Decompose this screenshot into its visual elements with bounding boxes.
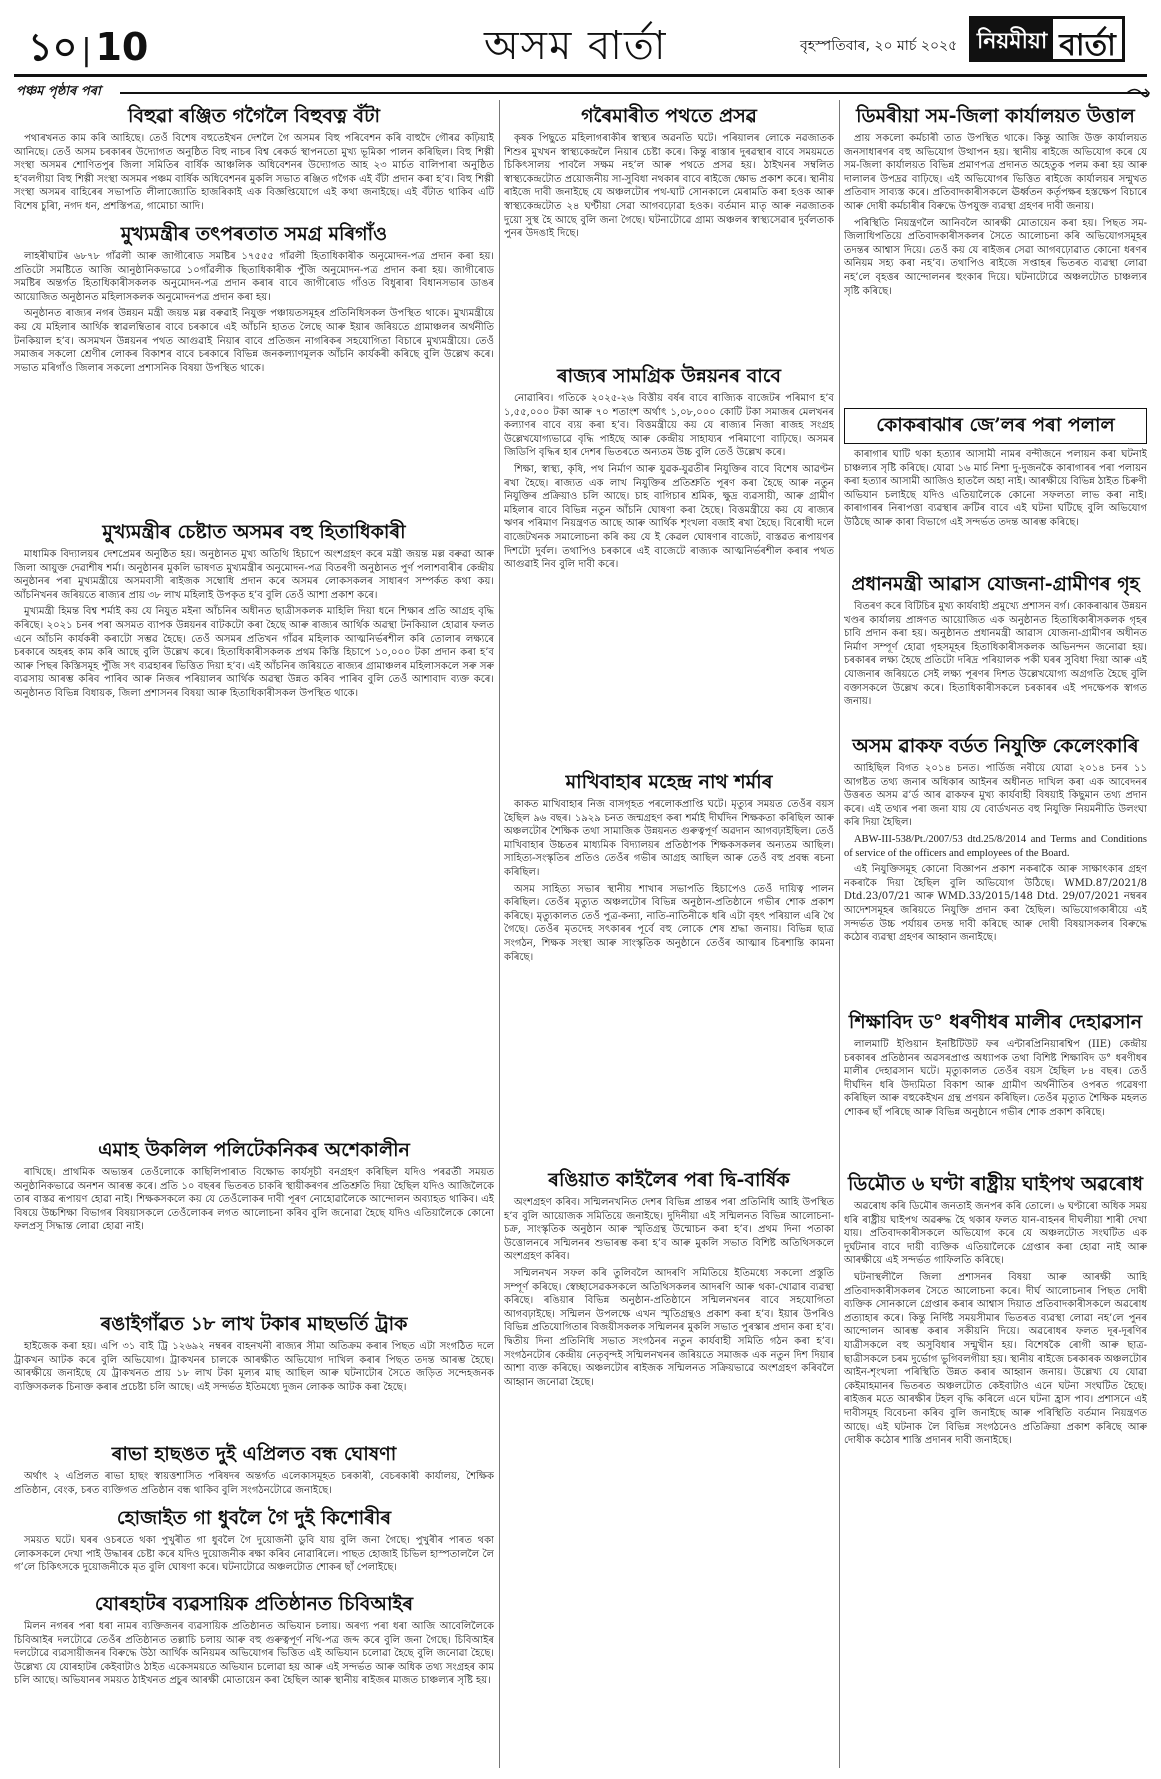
article-morigaon (14, 222, 494, 518)
article-body: অংশগ্ৰহণ কৰিব। সন্মিলনখনিত দেশৰ বিভিন্ন প্ৰান্তৰ পৰা প্ৰতিনিধি আহি উপস্থিত হ’ব বুলি আয়োজক সমিতিয়ে জনাইছে। দুদিনীয়া এই সন্মিলনত বিভিন্ন আলোচনা-চক্ৰ, সাংস্কৃতিক অনুষ্ঠান আৰু স্মৃতিগ্ৰন্থ উন্মোচন কৰা হ’ব। প্ৰথম দিনা পতাকা উত্তোলনৰে সন্মিলনৰ শুভাৰম্ভ কৰা হ’ব আৰু মুকলি সভাত বিশিষ্ট অতিথিসকলে অংশগ্ৰহণ কৰিব। সন্মিলনখন সফল কৰি তুলিবলৈ আদৰণি সমিতিয়ে ইতিমধ্যে সকলো প্ৰস্তুতি সম্পূৰ্ণ কৰিছে। স্বেচ্ছাসেৱকসকলে অতিথিসকলৰ আদৰণি আৰু থকা-খোৱাৰ ব্যৱস্থা কৰিছে। ৰঙিয়াৰ বিভিন্ন অনুষ্ঠান-প্ৰতিষ্ঠানে সন্মিলনখনৰ বাবে সহযোগিতা আগবঢ়াইছে। সন্মিলন উপলক্ষে এখন স্মৃতিগ্ৰন্থও প্ৰকাশ কৰা হ’ব। ইয়াৰ উপৰিও বিভিন্ন প্ৰতিযোগিতাৰ বিজয়ীসকলক সন্মিলনৰ মুকলি সভাত পুৰস্কাৰ প্ৰদান কৰা হ’ব। দ্বিতীয় দিনা প্ৰতিনিধি সভাত সংগঠনৰ নতুন কাৰ্যবাহী সমিতি গঠন কৰা হ’ব। সংগঠনটোৰ কেন্দ্ৰীয় নেতৃবৃন্দই সন্মিলনখনৰ জৰিয়তে সমাজক এক নতুন দিশ দিয়াৰ আশা ব্যক্ত কৰিছে। অঞ্চলটোৰ ৰাইজক সন্মিলনত সক্ৰিয়ভাৱে অংশগ্ৰহণ কৰিবলৈ আহ্বান জনোৱা হৈছে। (504, 1197, 834, 1388)
headline: এমাহ উকলিল পলিটেকনিকৰ অশেকালীন (98, 1139, 410, 1161)
article-cm-beneficiaries (14, 520, 494, 1136)
article-body: অৱৰোধ কৰি ডিমৌৰ জনতাই জনপৰ কৰি তোলে। ৬ ঘণ্টাৰো অধিক সময় ধৰি ৰাষ্ট্ৰীয় ঘাইপথ অৱৰুদ্ধ হৈ থকাৰ ফলত যান-বাহনৰ দীঘলীয়া শাৰী দেখা যায়। প্ৰতিবাদকাৰীসকলে অভিযোগ কৰে যে অঞ্চলটোত সংঘটিত এক দুৰ্ঘটনাৰ বাবে দায়ী ব্যক্তিক এতিয়ালৈকে গ্ৰেপ্তাৰ কৰা হোৱা নাই আৰু আৰক্ষীয়ে এই সন্দৰ্ভত গাফিলতি কৰিছে। ঘটনাস্থলীলৈ জিলা প্ৰশাসনৰ বিষয়া আৰু আৰক্ষী আহি প্ৰতিবাদকাৰীসকলৰ সৈতে আলোচনা কৰে। দীৰ্ঘ আলোচনাৰ পিছত দোষী ব্যক্তিক সোনকালে গ্ৰেপ্তাৰ কৰাৰ আশ্বাস দিয়াত প্ৰতিবাদকাৰীসকলে অৱৰোধ প্ৰত্যাহাৰ কৰে। কিন্তু নিৰ্দিষ্ট সময়সীমাৰ ভিতৰত ব্যৱস্থা লোৱা নহ’লে পুনৰ আন্দোলন আৰম্ভ কৰাৰ সকীয়নি দিয়ে। অৱৰোধৰ ফলত দূৰ-দূৰণিৰ যাত্ৰীসকলে বহু অসুবিধাৰ সন্মুখীন হয়। বিশেষকৈ ৰোগী আৰু ছাত্ৰ-ছাত্ৰীসকলে চৰম দুৰ্ভোগ ভুগিবলগীয়া হয়। স্থানীয় ৰাইজে চৰকাৰক অঞ্চলটোৰ আইন-শৃংখলা পৰিস্থিতি উন্নত কৰাৰ আহ্বান জনায়। উল্লেখ্য যে যোৱা কেইমাহমানৰ ভিতৰত অঞ্চলটোত কেইবাটাও এনে ঘটনা সংঘটিত হৈছে। ৰাইজৰ মতে আৰক্ষীৰ টহল বৃদ্ধি কৰিলে এনে ঘটনা হ্ৰাস পাব। প্ৰশাসনে এই দাবীসমূহ বিবেচনা কৰিব বুলি জনাইছে আৰু পৰিস্থিতি বৰ্তমান নিয়ন্ত্ৰণত আছে। এই ঘটনাক লৈ বিভিন্ন সংগঠনেও প্ৰতিক্ৰিয়া প্ৰকাশ কৰিছে আৰু দোষীক কঠোৰ শাস্তি প্ৰদানৰ দাবী জনাইছে। (844, 1201, 1147, 1447)
headline: মুখ্যমন্ত্ৰীৰ তৎপৰতাত সমগ্ৰ মৰিগাঁও (120, 223, 388, 245)
page-number: ১০ | 10 (28, 25, 149, 69)
article-body: আহিছিল বিগত ২০১৪ চনত। পাৰ্ডিজ নবীয়ে যোৱা ২০১৪ চনৰ ১১ আগষ্টত তথ্য জনাৰ অধিকাৰ আইনৰ অধীনত দাখিল কৰা এক আবেদনৰ উত্তৰত অসম ৱ’ৰ্ড আৰ ৱাকফৰ মুখ্য কাৰ্যবাহী বিষয়াই কিছুমান তথ্য প্ৰদান কৰে। এই তথ্যৰ পৰা জনা যায় যে বোৰ্ডখনত বহু নিযুক্তি নিয়মনীতি উলংঘা কৰি দিয়া হৈছিল। ABW-III-538/Pt./2007/53 dtd.25/8/2014 and Terms and Conditions of service of the officers and employees of the Board. এই নিযুক্তিসমূহ কোনো বিজ্ঞাপন প্ৰকাশ নকৰাকৈ আৰু সাক্ষাৎকাৰ গ্ৰহণ নকৰাকৈ দিয়া হৈছিল বুলি অভিযোগ উঠিছে। WMD.87/2021/8 Dtd.23/07/21 আৰু WMD.33/2015/148 Dtd. 29/07/2021 নম্বৰৰ আদেশসমূহৰ জৰিয়তে নিযুক্তি প্ৰদান কৰা হৈছিল। অভিযোগকাৰীয়ে এই সন্দৰ্ভত উচ্চ পৰ্যায়ৰ তদন্ত দাবী কৰিছে আৰু দোষী বিষয়াসকলৰ বিৰুদ্ধে কঠোৰ ব্যৱস্থা গ্ৰহণৰ আহ্বান জনাইছে। (844, 763, 1147, 944)
article-body: কৃষক পিছুতে মহিলাগৰাকীৰ স্বাস্থ্যৰ অৱনতি ঘটে। পৰিয়ালৰ লোকে নৱজাতক শিশুৰ মুখখন স্বাস্থ্যকেন্দ্ৰলৈ নিয়াৰ চেষ্টা কৰে। কিন্তু ৰাস্তাৰ দুৰৱস্থাৰ বাবে সময়মতে চিকিৎসালয় পাবলৈ সক্ষম নহ’ল আৰু পথতে প্ৰসৱ হয়। ঠাইখনৰ সম্বলিত স্বাস্থ্যকেন্দ্ৰটোত প্ৰয়োজনীয় সা-সুবিধা নথকাৰ বাবে ৰাইজে ক্ষোভ প্ৰকাশ কৰে। স্থানীয় ৰাইজে দাবী জনাইছে যে অঞ্চলটোৰ পথ-ঘাট সোনকালে মেৰামতি কৰা হওক আৰু স্বাস্থ্যকেন্দ্ৰটোত ২৪ ঘণ্টীয়া সেৱা আগবঢ়োৱা হওক। বৰ্তমান মাতৃ আৰু নৱজাতক দুয়ো সুস্থ হৈ আছে বুলি জনা গৈছে। ঘটনাটোৱে গ্ৰাম্য অঞ্চলৰ স্বাস্থ্যসেৱাৰ দুৰ্বলতাক পুনৰ উদঙাই দিছে। (504, 133, 834, 240)
issue-date: বৃহস্পতিবাৰ, ২০ মাৰ্চ ২০২৫ (800, 38, 958, 54)
article-dimow-highway-blockade (844, 1172, 1147, 1770)
article-body: নোৱাৰিব। গতিকে ২০২৫-২৬ বিত্তীয় বৰ্ষৰ বাবে ৰাজ্যিক বাজেটৰ পৰিমাণ হ’ব ১,৫৫,০০০ টকা আৰু ৭০ শতাংশ অৰ্থাৎ ১,০৮,০০০ কোটি টকা সমাজৰ মেলখনৰ কল্যাণৰ বাবে ব্যয় কৰা হ’ব। বিত্তমন্ত্ৰীয়ে কয় যে ৰাজ্যৰ নিজা ৰাজহ সংগ্ৰহ উল্লেখযোগ্যভাৱে বৃদ্ধি পাইছে আৰু কেন্দ্ৰীয় সাহায্যৰ পৰিমাণো বাঢ়িছে। অসমৰ জিডিপি বৃদ্ধিৰ হাৰ দেশৰ ভিতৰতে অন্যতম উচ্চ বুলি তেওঁ উল্লেখ কৰে। শিক্ষা, স্বাস্থ্য, কৃষি, পথ নিৰ্মাণ আৰু যুৱক-যুৱতীৰ নিযুক্তিৰ বাবে বিশেষ আৱণ্টন ৰখা হৈছে। ৰাজ্যত এক লাখ নিযুক্তিৰ প্ৰতিশ্ৰুতি পূৰণ কৰা হৈছে আৰু নতুন নিযুক্তিৰ প্ৰক্ৰিয়াও চলি আছে। চাহ বাগিচাৰ শ্ৰমিক, ক্ষুদ্ৰ ব্যৱসায়ী, আৰু গ্ৰামীণ মহিলাৰ বাবে বিভিন্ন নতুন আঁচনি ঘোষণা কৰা হৈছে। বিত্তমন্ত্ৰীয়ে কয় যে ৰাজ্যৰ ঋণৰ পৰিমাণ নিয়ন্ত্ৰণত আছে আৰু আৰ্থিক শৃংখলা বজাই ৰখা হৈছে। বিৰোধী দলে বাজেটখনক সমালোচনা কৰি কয় যে ই কেৱল ঘোষণাৰ বাজেট, বাস্তৱত ৰূপায়ণৰ দিশটো দুৰ্বল। তথাপিও চৰকাৰে এই বাজেটে ৰাজ্যক আত্মনিৰ্ভৰশীল কৰাৰ পথত আগুৱাই নিব বুলি দাবী কৰে। (504, 393, 834, 571)
page-number-latin: 10 (95, 25, 149, 69)
article-rabha-hasong-bandh (14, 1442, 494, 1500)
article-kokrajhar-jailbreak (844, 408, 1147, 570)
headline: প্ৰধানমন্ত্ৰী আৱাস যোজনা-গ্ৰামীণৰ গৃহ (851, 573, 1140, 595)
article-body: লালমাটি ইণ্ডিয়ান ইনষ্টিটিউট ফৰ এন্টাৰপ্ৰিনিয়াৰশ্বিপ (IIE) কেন্দ্ৰীয় চৰকাৰৰ প্ৰতিষ্ঠানৰ অৱসৰপ্ৰাপ্ত অধ্যাপক তথা বিশিষ্ট শিক্ষাবিদ ড° ধৰণীধৰ মালীৰ দেহাৱসান ঘটে। মৃত্যুকালত তেওঁৰ বয়স হৈছিল ৮৪ বছৰ। তেওঁ দীৰ্ঘদিন ধৰি উদ্যমিতা বিকাশ আৰু গ্ৰামীণ অৰ্থনীতিৰ ওপৰত গৱেষণা কৰিছিল আৰু বহুকেইখন গ্ৰন্থ প্ৰণয়ন কৰিছিল। তেওঁৰ মৃত্যুত শৈক্ষিক মহলত শোকৰ ছাঁ পৰিছে আৰু বিভিন্ন অনুষ্ঠানে গভীৰ শোক প্ৰকাশ কৰিছে। (844, 1039, 1147, 1118)
order-reference: ABW-III-538/Pt./2007/53 dtd.25/8/2014 and Terms and Conditions of service of the officers and employees of the Board. (844, 833, 1147, 859)
article-jorhat-cbi (14, 1592, 494, 1770)
article-rangia-conference (504, 1168, 834, 1770)
headline: কোকৰাঝাৰ জে’লৰ পৰা পলাল (876, 414, 1115, 436)
headline: শিক্ষাবিদ ড° ধৰণীধৰ মালীৰ দেহাৱসান (848, 1011, 1143, 1033)
article-body: বিতৰণ কৰে বিটিচিৰ মুখ্য কাৰ্যবাহী প্ৰমুখ্যে প্ৰশাসন বৰ্গ। কোকৰাঝাৰ উন্নয়ন খণ্ডৰ কাৰ্যালয় প্ৰাঙ্গণত আয়োজিত এক অনুষ্ঠানত হিতাধিকাৰীসকলক গৃহৰ চাবি প্ৰদান কৰা হয়। অনুষ্ঠানত প্ৰধানমন্ত্ৰী আৱাস যোজনা-গ্ৰামীণৰ অধীনত নিৰ্মাণ সম্পূৰ্ণ হোৱা গৃহসমূহৰ হিতাধিকাৰীসকলক অভিনন্দন জনোৱা হয়। চৰকাৰৰ লক্ষ্য হৈছে প্ৰতিটো দৰিদ্ৰ পৰিয়ালক পকী ঘৰৰ সুবিধা দিয়া আৰু এই যোজনাৰ জৰিয়তে সেই লক্ষ্য পূৰণৰ দিশত উল্লেখযোগ্য অগ্ৰগতি হৈছে বুলি বক্তাসকলে উল্লেখ কৰে। হিতাধিকাৰীসকলে চৰকাৰৰ এই পদক্ষেপক স্বাগত জনায়। (844, 601, 1147, 708)
article-body: সময়ত ঘটে। ঘৰৰ ওচৰতে থকা পুখুৰীত গা ধুবলৈ গৈ দুয়োজনী ডুবি যায় বুলি জনা গৈছে। পুখুৰীৰ পাৰত থকা লোকসকলে দেখা পাই উদ্ধাৰৰ চেষ্টা কৰে যদিও দুয়োজনীক ৰক্ষা কৰিব নোৱাৰিলে। পাছত হোজাই চিভিল হাস্পতাললৈ লৈ গ’লে চিকিৎসকে দুয়োজনীকে মৃত বুলি ঘোষণা কৰে। ঘটনাটোৱে অঞ্চলটোত শোকৰ ছাঁ পেলাইছে। (14, 1535, 494, 1574)
column-divider (839, 100, 840, 1768)
article-body: কাকত মাখিবাহাৰ নিজ বাসগৃহত পৰলোকপ্ৰাপ্তি ঘটে। মৃত্যুৰ সময়ত তেওঁৰ বয়স হৈছিল ৯৬ বছৰ। ১৯২৯ চনত জন্মগ্ৰহণ কৰা শৰ্মাই দীৰ্ঘদিন শিক্ষকতা কৰিছিল আৰু অঞ্চলটোৰ শৈক্ষিক তথা সামাজিক উন্নয়নত গুৰুত্বপূৰ্ণ অৱদান আগবঢ়াইছিল। তেওঁ মাখিবাহাৰ উচ্চতৰ মাধ্যমিক বিদ্যালয়ৰ প্ৰতিষ্ঠাপক শিক্ষকসকলৰ অন্যতম আছিল। সাহিত্য-সংস্কৃতিৰ প্ৰতিও তেওঁৰ গভীৰ আগ্ৰহ আছিল আৰু তেওঁ বহু প্ৰবন্ধ ৰচনা কৰিছিল। অসম সাহিত্য সভাৰ স্থানীয় শাখাৰ সভাপতি হিচাপেও তেওঁ দায়িত্ব পালন কৰিছিল। তেওঁৰ মৃত্যুত অঞ্চলটোৰ বিভিন্ন অনুষ্ঠান-প্ৰতিষ্ঠানে গভীৰ শোক প্ৰকাশ কৰিছে। মৃত্যুকালত তেওঁ পুত্ৰ-কন্যা, নাতি-নাতিনীকে ধৰি এটা বৃহৎ পৰিয়াল এৰি থৈ গৈছে। তেওঁৰ মৃতদেহ সৎকাৰৰ পূৰ্বে বহু লোকে শেষ শ্ৰদ্ধা জনায়। বিভিন্ন ছাত্ৰ সংগঠন, শিক্ষক সংস্থা আৰু সাংস্কৃতিক অনুষ্ঠানে তেওঁৰ আত্মাৰ চিৰশান্তি কামনা কৰিছে। (504, 799, 834, 963)
headline: ৰাজ্যৰ সামগ্ৰিক উন্নয়নৰ বাবে (556, 365, 781, 387)
headline: ডিমৰীয়া সম-জিলা কাৰ্যালয়ত উত্তাল (856, 105, 1135, 127)
headline: যোৰহাটৰ ব্যৱসায়িক প্ৰতিষ্ঠানত চিবিআইৰ (94, 1593, 414, 1615)
article-pmay-houses (844, 572, 1147, 732)
article-waqf-board-scam (844, 734, 1147, 1012)
article-body: হাইজেক কৰা হয়। এপি ৩১ বাই ট্ৰি ১২৬৯২ নম্বৰৰ বাহনখনী ৰাজ্যৰ সীমা অতিক্ৰম কৰাৰ পিছত এটা সংগঠিত দলে ট্ৰাকখন আটক কৰে বুলি অভিযোগ। ট্ৰাকখনৰ চালকে আৰক্ষীত অভিযোগ দাখিল কৰাৰ পিছত তদন্ত আৰম্ভ হৈছে। আৰক্ষীয়ে জনাইছে যে ট্ৰাকখনত প্ৰায় ১৮ লাখ টকা মূল্যৰ মাছ আছিল আৰু ঘটনাটোৰ সৈতে জড়িত সন্দেহজনক ব্যক্তিসকলক চিনাক্ত কৰাৰ প্ৰচেষ্টা চলি আছে। এই সন্দৰ্ভত ইতিমধ্যে দুজন লোকক আটক কৰা হৈছে। (14, 1341, 494, 1393)
headline: গৰৈমাৰীত পথতে প্ৰসৱ (581, 105, 757, 127)
headline: ডিমৌত ৬ ঘণ্টা ৰাষ্ট্ৰীয় ঘাইপথ অৱৰোধ (847, 1173, 1144, 1195)
article-dharanidhar-mali-obituary (844, 1010, 1147, 1170)
article-body: পথাৰখনত কাম কৰি আহিছে। তেওঁ বিশেষ বহুতেইখন দেশলৈ গৈ অসমৰ বিহু পৰিবেশন কৰি বাহুদৈ গৌৰৱ কঢ়িয়াই আনিছে। তেওঁ অসম চৰকাৰৰ উদ্যোগত অনুষ্ঠিত বিহু নাচৰ বিশ্ব ৰেকৰ্ড স্থাপনতো মুখ্য ভূমিকা পালন কৰিছিল। বিহু শিল্পী সংস্থা অসমৰ শোণিতপুৰ জিলা সমিতিৰ বাৰ্ষিক আঞ্চলিক অধিবেশনৰ উদ্যোগত আহ ২৩ মাৰ্চত বালিপাৰা অনুষ্ঠিত হ’বলগীয়া বিহু শিল্পী সংস্থা অসমৰ পঞ্চম বাৰ্ষিক অধিবেশনৰ মুকলি সভাত ৰঞ্জিত গগৈক এই বঁটা প্ৰদান কৰা হ’ব। বিহু শিল্পী সংস্থা অসমৰ বাহিৰেৰ সভাপতি লীলাজ্যোতি হাজৰিকাই এক বিজ্ঞপ্তিযোগে এই কথা জনাইছে। এই বঁটাত থাকিব এটি বিশেষ চুৰিা, নগদ ধন, প্ৰশস্তিপত্ৰ, গামোচা আদি। (14, 133, 494, 212)
newspaper-logo (969, 16, 1147, 62)
headline: ৰঙাইগাঁৱত ১৮ লাখ টকাৰ মাছভৰ্তি ট্ৰাক (100, 1313, 408, 1335)
column-divider (499, 100, 500, 1768)
article-mahendra-sharma-obituary (504, 770, 834, 1170)
headline: মাখিবাহাৰ মহেন্দ্ৰ নাথ শৰ্মাৰ (565, 771, 773, 793)
logo-part-1: নিয়মীয়া (969, 16, 1053, 62)
article-body: ৰাখিছে। প্ৰাথমিক অভ্যন্তৰ তেওঁলোকে কাছিলিপাৰাত বিক্ষোভ কাৰ্যসূচী বনগ্ৰহণ কৰিছিল যদিও পৰৱৰ্তী সময়ত অনুষ্ঠানিকভাৱে অনশন আৰম্ভ কৰে। প্ৰতি ১০ বছৰৰ ভিতৰত চাকৰি স্থায়ীকৰণৰ প্ৰতিশ্ৰুতি দিয়া হৈছিল যদিও আজিলৈকে তাৰ বাস্তৱ ৰূপায়ণ হোৱা নাই। শিক্ষকসকলে কয় যে তেওঁলোকৰ দাবী পূৰণ নোহোৱালৈকে আন্দোলন অব্যাহত থাকিব। এই বিষয়ে উচ্চশিক্ষা বিভাগৰ বিষয়াসকলে তেওঁলোকৰ লগত আলোচনা কৰিব বুলি জনোৱা হৈছে যদিও এতিয়ালৈকে কোনো ফলপ্ৰসূ সিদ্ধান্ত লোৱা হোৱা নাই। (14, 1167, 494, 1233)
continued-from-label: পঞ্চম পৃষ্ঠাৰ পৰা (16, 84, 101, 99)
article-body: মাধামিক বিদ্যালয়ৰ দেশপ্ৰেমৰ অনুষ্ঠিত হয়। অনুষ্ঠানত মুখ্য অতিথি হিচাপে অংশগ্ৰহণ কৰে মন্ত্ৰী জয়ন্ত মল্ল বৰুৱা আৰু জিলা আয়ুক্ত দেৱাশীষ শৰ্মা। অনুষ্ঠানৰ মুকলি ভাষণত মুখ্যমন্ত্ৰীৰ অনুমোদন-পত্ৰ বিতৰণী অনুষ্ঠানত পুৰ্ণ পলাশবাৰীৰ কেন্দ্ৰীয় অনুষ্ঠানৰ পৰা মুখ্যমন্ত্ৰীয়ে অসমবাসী ৰাইজক সম্বোধি প্ৰদান কৰে অসমৰ লোকসকলৰ সাধাৰণ সম্পৰ্কত কথা কয়। আঁচনিখনৰ জৰিয়তে ৰাজ্যৰ প্ৰায় ৩৮ লাখ মহিলাই উপকৃত হ’ব বুলি তেওঁ আশা প্ৰকাশ কৰে। মুখ্যমন্ত্ৰী হিমন্ত বিশ্ব শৰ্মাই কয় যে নিযুত মইনা আঁচনিৰ অধীনত ছাত্ৰীসকলক মাহিলি দিয়া ধনে শিক্ষাৰ প্ৰতি আগ্ৰহ বৃদ্ধি কৰিছে। ২০২১ চনৰ পৰা অসমত ব্যাপক উন্নয়নৰ বাটকটো কৰা হৈছে আৰু ৰাজ্যৰ আৰ্থিক অৱস্থা টনকিয়াল হোৱাৰ ফলত এনে আঁচনি কাৰ্যকৰী কৰাটো সম্ভৱ হৈছে। তেওঁ অসমৰ প্ৰতিখন গাঁৱৰ মহিলাক আত্মনিৰ্ভৰশীল কৰি তোলাৰ লক্ষ্যৰে চৰকাৰে অহৰহ কাম কৰি আছে বুলি উল্লেখ কৰে। হিতাধিকাৰীসকলক প্ৰথম কিস্তি হিচাপে ১০,০০০ টকা প্ৰদান কৰা হ’ব আৰু পিছৰ কিস্তিসমূহ পুঁজি সৎ ব্যৱহাৰৰ ভিত্তিত দিয়া হ’ব। এই আঁচনিৰ জৰিয়তে ৰাজ্যৰ গ্ৰামাঞ্চলৰ মহিলাসকলে সৰু সৰু ব্যৱসায় আৰম্ভ কৰিব পাৰিব আৰু নিজৰ পৰিয়ালৰ আৰ্থিক অৱস্থা উন্নত কৰিব পাৰিব বুলি তেওঁ আশাবাদ ব্যক্ত কৰে। অনুষ্ঠানত বিভিন্ন বিধায়ক, জিলা প্ৰশাসনৰ বিষয়া আৰু হিতাধিকাৰীসকল উপস্থিত থাকে। (14, 549, 494, 699)
decorative-arrow-icon (1125, 86, 1151, 100)
headline: অসম ৱাকফ বৰ্ডত নিযুক্তি কেলেংকাৰি (852, 735, 1139, 757)
logo-part-2: বাৰ্তা (1053, 16, 1125, 62)
article-body: প্ৰায় সকলো কৰ্মচাৰী তাত উপস্থিত থাকে। কিন্তু আজি উক্ত কাৰ্যালয়ত জনসাধাৰণৰ বহু অভিযোগ উত্থাপন হয়। স্থানীয় ৰাইজে অভিযোগ কৰে যে সম-জিলা কাৰ্যালয়ত বিভিন্ন প্ৰমাণপত্ৰ প্ৰদানত অহেতুক পলম কৰা হয় আৰু দালালৰ উপদ্ৰৱ বাঢ়িছে। এই অভিযোগৰ ভিত্তিত ৰাইজে কাৰ্যালয়ৰ সন্মুখত প্ৰতিবাদ সাব্যস্ত কৰে। প্ৰতিবাদকাৰীসকলে ঊৰ্ধ্বতন কৰ্তৃপক্ষৰ হস্তক্ষেপ বিচাৰে আৰু দোষী কৰ্মচাৰীৰ বিৰুদ্ধে উপযুক্ত ব্যৱস্থা গ্ৰহণৰ দাবী জনায়। পৰিস্থিতি নিয়ন্ত্ৰণলৈ আনিবলৈ আৰক্ষী মোতায়েন কৰা হয়। পিছত সম-জিলাধিপতিয়ে প্ৰতিবাদকাৰীসকলৰ সৈতে আলোচনা কৰি অভিযোগসমূহৰ তদন্তৰ আশ্বাস দিয়ে। তেওঁ কয় যে ৰাইজৰ সেৱা আগবঢ়োৱাত কোনো ধৰণৰ অনিয়ম সহ্য কৰা নহ’ব। তথাপিও ৰাইজে সপ্তাহৰ ভিতৰত ব্যৱস্থা লোৱা নহ’লে বৃহত্তৰ আন্দোলনৰ হুংকাৰ দিয়ে। ঘটনাটোৱে অঞ্চলটোত চাঞ্চল্যৰ সৃষ্টি কৰিছে। (844, 133, 1147, 297)
article-body: কাৰাগাৰ ঘাটি থকা হত্যাৰ আসামী নামৰ বন্দীজনে পলায়ন কৰা ঘটনাই চাঞ্চল্যৰ সৃষ্টি কৰিছে। যোৱা ১৬ মাৰ্চ নিশা দু-দুজনকৈ কাৰাগাৰৰ পৰা পলায়ন কৰা হত্যাৰ আসামী আজিও হাতলৈ অহা নাই। আৰক্ষীয়ে বিভিন্ন ঠাইত চিৰুণী অভিযান চলাইছে যদিও এতিয়ালৈকে কোনো সফলতা লাভ কৰা নাই। কাৰাগাৰৰ নিৰাপত্তা ব্যৱস্থাৰ ক্ৰটিৰ বাবে এই ঘটনা ঘটিছে বুলি অভিযোগ উঠিছে আৰু কাৰা বিভাগে এই সন্দৰ্ভত তদন্ত আৰম্ভ কৰিছে। (844, 449, 1147, 528)
headline: বিহুৱা ৰঞ্জিত গগৈলৈ বিহুবত্ন বঁটা (128, 105, 380, 127)
article-body: লাহৰীঘাটৰ ৬৮৭৮ গাঁৱলী আৰু জাগীৰোড সমষ্টিৰ ১৭৫৫৫ গাঁৱলী হিতাধিকাৰীক অনুমোদন-পত্ৰ প্ৰদান কৰা হয়। প্ৰতিটো সমষ্টিতে আজি আনুষ্ঠানিকভাৱে ১০গাঁৱলীক ছিতাধিকাৰীক পুঁজি অনুমোদন-পত্ৰ প্ৰদান কৰা হয়। জাগীৰোড সমষ্টিৰ অন্তৰ্গত হিতাধিকাৰীসকলক অনুমোদন-পত্ৰ প্ৰদান কৰাৰ বাবে জাগীৰোড গাঁওত বিধুৰাৰা বিধানসভাৰ ডাঙৰ আয়োজিত অনুষ্ঠানত মহিলাসকলক অনুমোদনপত্ৰ প্ৰদান কৰা হয়। অনুষ্ঠানত ৰাজ্যৰ নগৰ উন্নয়ন মন্ত্ৰী জয়ন্ত মল্ল বৰুৱাই নিযুক্ত পঞ্চায়তসমূহৰ প্ৰতিনিধিসকল উপস্থিত থাকে। মুখ্যমন্ত্ৰীয়ে কয় যে মহিলাৰ আৰ্থিক স্বাৱলম্বিতাৰ বাবে চৰকাৰে এই আঁচনি হাতত লৈছে আৰু ইয়াৰ জৰিয়তে গ্ৰামাঞ্চলৰ অৰ্থনীতি টনকিয়াল হ’ব। অসমখন উন্নয়নৰ পথত আগুৱাই নিয়াৰ বাবে প্ৰতিজন নাগৰিকৰ সহযোগিতা বিচাৰে মুখ্যমন্ত্ৰীয়ে। তেওঁ সমাজৰ সকলো শ্ৰেণীৰ লোকৰ বিকাশৰ বাবে চৰকাৰে বিভিন্ন জনকল্যাণমূলক আঁচনি কাৰ্যকৰী কৰিছে বুলি উল্লেখ কৰে। সভাত মৰিগাঁও জিলাৰ সকলো প্ৰশাসনিক বিষয়া উপস্থিত থাকে। (14, 251, 494, 374)
article-body: মিলন নগৰৰ পৰা ধৰা নামৰ ব্যক্তিজনৰ ব্যৱসায়িক প্ৰতিষ্ঠানত অভিযান চলায়। অৰণ্য পৰা ধৰা আজি আবেলিলৈকে চিবিআইৰ দলটোৱে তেওঁৰ প্ৰতিষ্ঠানত তল্লাচি চলায় আৰু বহু গুৰুত্বপূৰ্ণ নথি-পত্ৰ জব্দ কৰে বুলি জনা গৈছে। চিবিআইৰ দলটোৱে ব্যৱসায়ীজনৰ বিৰুদ্ধে উঠা আৰ্থিক অনিয়মৰ অভিযোগৰ ভিত্তিত এই অভিযান চলোৱা হৈছে বুলি জনোৱা হৈছে। উল্লেখ্য যে যোৰহাটৰ কেইবাটাও ঠাইত একেসময়তে অভিযান চলোৱা হয় আৰু এই সন্দৰ্ভত আৰু অধিক তথ্য সংগ্ৰহৰ কাম চলি আছে। অভিযানৰ সময়ত ঠাইখনত প্ৰচুৰ আৰক্ষী মোতায়েন কৰা হৈছিল আৰু স্থানীয় ৰাইজৰ মাজত চাঞ্চল্যৰ সৃষ্টি হয়। (14, 1621, 494, 1687)
article-goraimari-birth (504, 104, 834, 364)
article-state-budget (504, 364, 834, 770)
article-polytechnic-strike (14, 1138, 494, 1306)
headline: হোজাইত গা ধুবলৈ গৈ দুই কিশোৰীৰ (116, 1507, 392, 1529)
headline-box (844, 408, 1147, 444)
article-dimoria-office (844, 104, 1147, 406)
article-hojai-drowning (14, 1506, 494, 1588)
headline: মুখ্যমন্ত্ৰীৰ চেষ্টাত অসমৰ বহু হিতাধিকাৰী (102, 521, 406, 543)
article-bihu-award (14, 104, 494, 224)
headline: ৰঙিয়াত কাইলৈৰ পৰা দ্বি-বাৰ্ষিক (548, 1169, 790, 1191)
article-fish-truck (14, 1312, 494, 1440)
masthead (14, 8, 1147, 77)
section-title: অসম বাৰ্তা (484, 23, 668, 69)
headline: ৰাভা হাছঙত দুই এপ্ৰিলত বন্ধ ঘোষণা (111, 1443, 397, 1465)
article-body: অৰ্থাৎ ২ এপ্ৰিলত ৰাভা হাছং স্বায়ত্তশাসিত পৰিষদৰ অন্তৰ্গত এলেকাসমূহত চৰকাৰী, বেচৰকাৰী কাৰ্যালয়, শৈক্ষিক প্ৰতিষ্ঠান, বেংক, চৰত ব্যক্তিগত প্ৰতিষ্ঠান বন্ধ থাকিব বুলি সংগঠনটোৱে জনাইছে। (14, 1471, 494, 1496)
divider (120, 92, 1147, 94)
